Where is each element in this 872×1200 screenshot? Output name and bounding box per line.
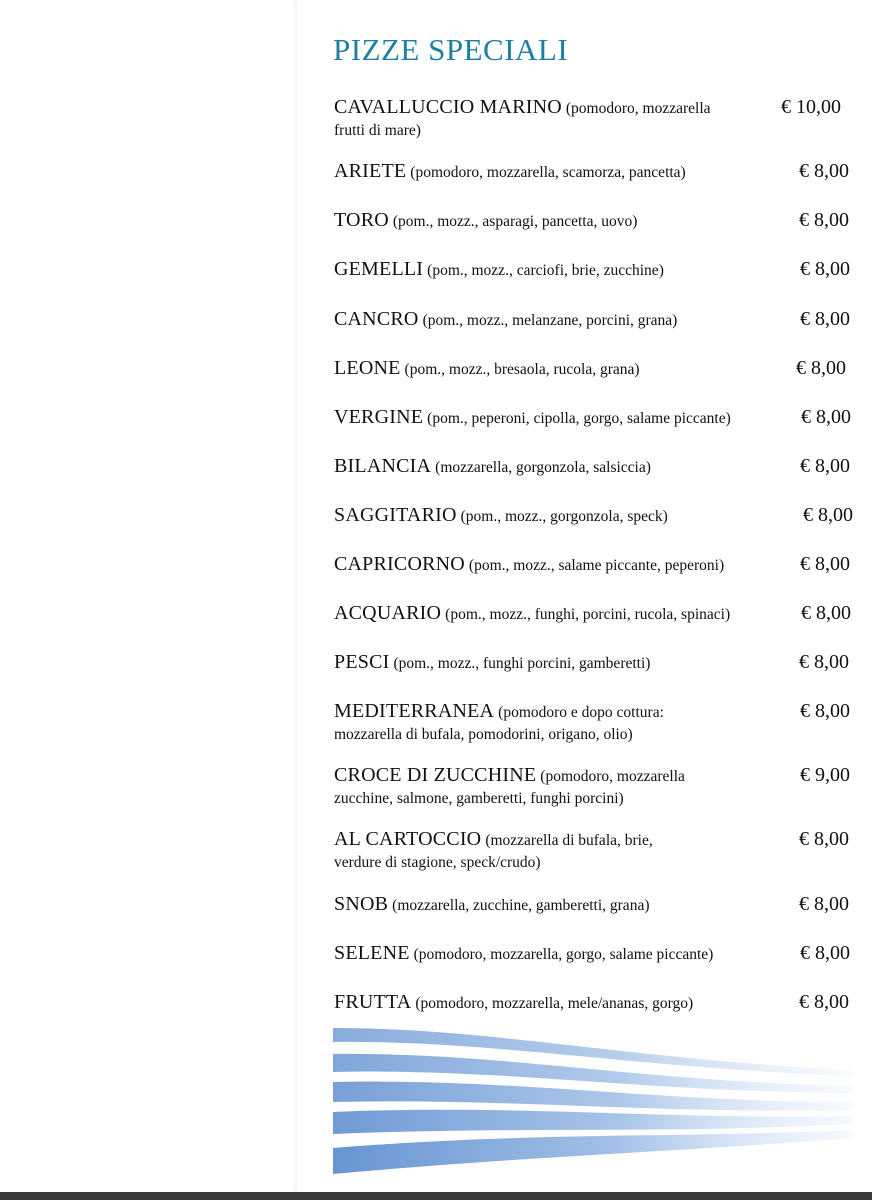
item-name: TORO bbox=[334, 209, 389, 231]
menu-item-mediterranea bbox=[334, 699, 664, 745]
menu-item-gemelli bbox=[334, 257, 664, 283]
item-ingredients: (pom., mozz., asparagi, pancetta, uovo) bbox=[392, 213, 638, 230]
item-name: PESCI bbox=[334, 651, 390, 673]
item-ingredients: (pom., mozz., melanzane, porcini, grana) bbox=[422, 312, 678, 329]
item-name: SELENE bbox=[334, 942, 410, 964]
menu-page bbox=[297, 0, 872, 1192]
item-name: GEMELLI bbox=[334, 258, 424, 280]
item-ingredients: (pom., peperoni, cipolla, gorgo, salame piccante) bbox=[427, 410, 731, 427]
item-name: MEDITERRANEA bbox=[334, 700, 495, 722]
item-ingredients-continued: verdure di stagione, speck/crudo) bbox=[334, 854, 541, 871]
menu-item-bilancia bbox=[334, 454, 651, 480]
item-name: ARIETE bbox=[334, 160, 407, 182]
item-price: € 8,00 bbox=[800, 700, 850, 722]
item-name: CROCE DI ZUCCHINE bbox=[334, 764, 537, 786]
item-name: CANCRO bbox=[334, 308, 419, 330]
item-ingredients-continued: frutti di mare) bbox=[334, 122, 421, 139]
menu-item-al-cartoccio bbox=[334, 827, 653, 873]
item-ingredients: (pomodoro, mozzarella, scamorza, pancetta) bbox=[410, 164, 686, 181]
menu-item-ariete bbox=[334, 159, 686, 185]
item-price: € 8,00 bbox=[799, 160, 849, 182]
item-price: € 8,00 bbox=[800, 258, 850, 280]
item-price: € 8,00 bbox=[799, 651, 849, 673]
item-price: € 10,00 bbox=[781, 96, 841, 118]
item-name: CAPRICORNO bbox=[334, 553, 465, 575]
item-name: ACQUARIO bbox=[334, 602, 442, 624]
menu-item-saggitario bbox=[334, 503, 668, 529]
menu-item-toro bbox=[334, 208, 637, 234]
scan-bottom-edge bbox=[0, 1192, 872, 1200]
item-price: € 8,00 bbox=[800, 455, 850, 477]
item-name: AL CARTOCCIO bbox=[334, 828, 482, 850]
menu-item-snob bbox=[334, 892, 649, 918]
item-ingredients: (pom., mozz., gorgonzola, speck) bbox=[460, 508, 668, 525]
item-ingredients: (mozzarella di bufala, brie, bbox=[485, 832, 653, 849]
item-price: € 8,00 bbox=[799, 209, 849, 231]
item-ingredients: (pom., mozz., funghi porcini, gamberetti) bbox=[393, 655, 651, 672]
item-price: € 8,00 bbox=[799, 893, 849, 915]
item-price: € 8,00 bbox=[799, 828, 849, 850]
menu-item-croce-di-zucchine bbox=[334, 763, 685, 809]
item-name: SNOB bbox=[334, 893, 389, 915]
item-ingredients-continued: mozzarella di bufala, pomodorini, origano, olio) bbox=[334, 726, 633, 743]
menu-item-acquario bbox=[334, 601, 730, 627]
item-price: € 9,00 bbox=[800, 764, 850, 786]
item-ingredients: (pomodoro, mozzarella, mele/ananas, gorgo) bbox=[415, 995, 694, 1012]
left-blank-page bbox=[0, 0, 298, 1192]
item-price: € 8,00 bbox=[803, 504, 853, 526]
item-name: LEONE bbox=[334, 357, 401, 379]
menu-item-selene bbox=[334, 941, 713, 967]
item-ingredients: (pom., mozz., salame piccante, peperoni) bbox=[468, 557, 725, 574]
menu-item-pesci bbox=[334, 650, 650, 676]
menu-item-cancro bbox=[334, 307, 677, 333]
item-price: € 8,00 bbox=[800, 942, 850, 964]
item-price: € 8,00 bbox=[801, 406, 851, 428]
item-ingredients: (pom., mozz., carciofi, brie, zucchine) bbox=[427, 262, 664, 279]
item-ingredients: (pom., mozz., funghi, porcini, rucola, spinaci) bbox=[445, 606, 731, 623]
item-name: CAVALLUCCIO MARINO bbox=[334, 96, 562, 118]
menu-item-capricorno bbox=[334, 552, 724, 578]
item-ingredients: (pomodoro e dopo cottura: bbox=[498, 704, 664, 721]
item-ingredients: (mozzarella, gorgonzola, salsiccia) bbox=[435, 459, 651, 476]
menu-item-cavalluccio-marino bbox=[334, 95, 711, 141]
item-name: BILANCIA bbox=[334, 455, 432, 477]
menu-title: PIZZE SPECIALI bbox=[333, 32, 569, 67]
menu-item-leone bbox=[334, 356, 640, 382]
menu-item-vergine bbox=[334, 405, 731, 431]
item-ingredients-continued: zucchine, salmone, gamberetti, funghi porcini) bbox=[334, 790, 624, 807]
item-price: € 8,00 bbox=[799, 991, 849, 1013]
item-ingredients: (pomodoro, mozzarella bbox=[565, 100, 711, 117]
item-ingredients: (mozzarella, zucchine, gamberetti, grana) bbox=[392, 897, 650, 914]
item-ingredients: (pomodoro, mozzarella bbox=[540, 768, 685, 785]
item-name: SAGGITARIO bbox=[334, 504, 457, 526]
item-ingredients: (pom., mozz., bresaola, rucola, grana) bbox=[404, 361, 640, 378]
blue-wave-stripes bbox=[333, 1020, 858, 1180]
menu-item-frutta bbox=[334, 990, 693, 1016]
item-price: € 8,00 bbox=[800, 553, 850, 575]
item-price: € 8,00 bbox=[801, 602, 851, 624]
item-price: € 8,00 bbox=[800, 308, 850, 330]
item-ingredients: (pomodoro, mozzarella, gorgo, salame piccante) bbox=[413, 946, 714, 963]
item-price: € 8,00 bbox=[796, 357, 846, 379]
item-name: FRUTTA bbox=[334, 991, 412, 1013]
item-name: VERGINE bbox=[334, 406, 424, 428]
